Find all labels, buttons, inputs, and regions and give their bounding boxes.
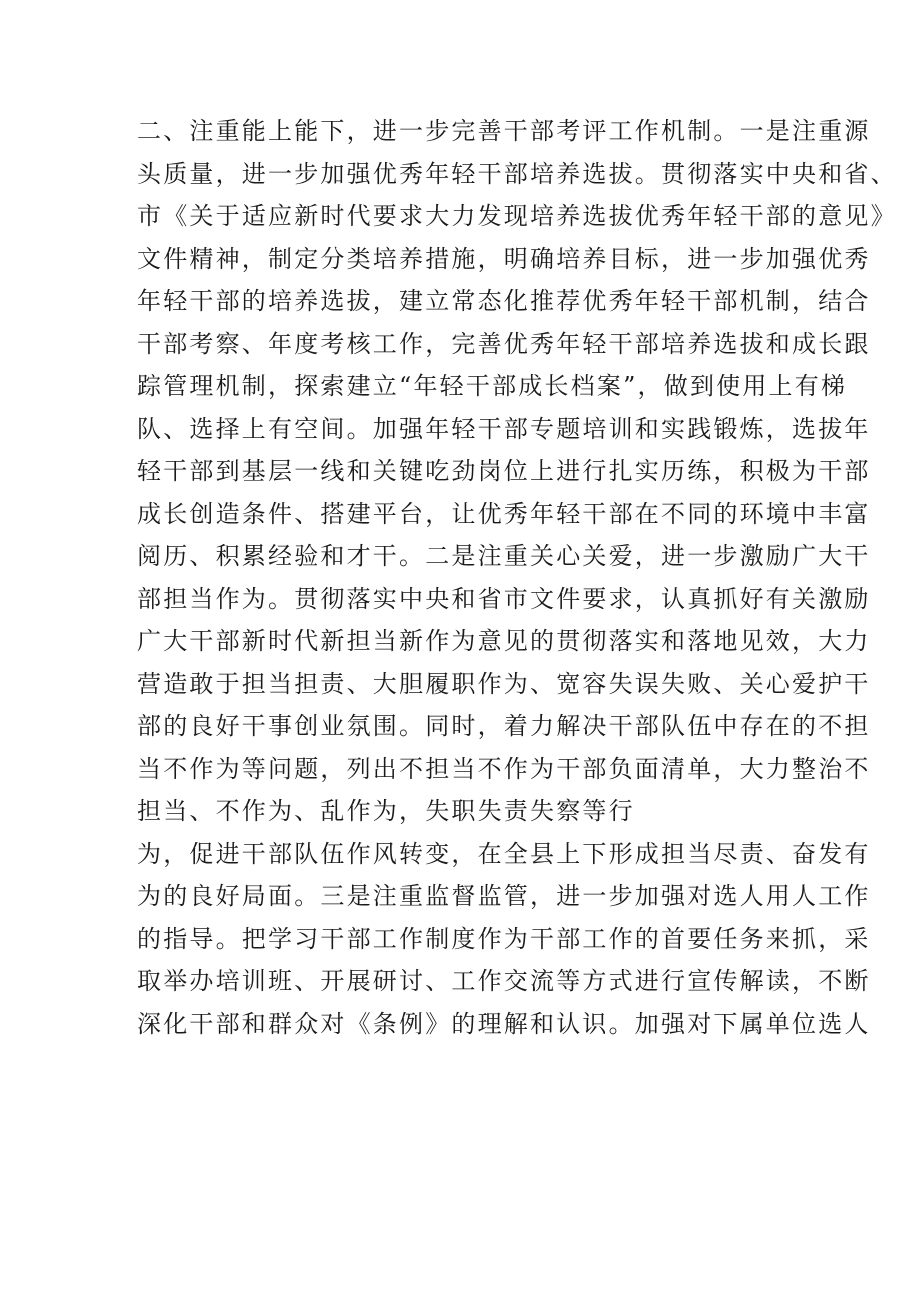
text-line: 深化干部和群众对《条例》的理解和认识。加强对下属单位选人 (137, 1009, 871, 1038)
text-line: 取举办培训班、开展研讨、工作交流等方式进行宣传解读，不断 (137, 967, 871, 995)
text-line: 踪管理机制，探索建立“年轻干部成长档案”，做到使用上有梯 (137, 372, 848, 400)
text-line: 二、注重能上能下，进一步完善干部考评工作机制。一是注重源 (137, 117, 871, 145)
text-line: 部的良好干事创业氛围。同时，着力解决干部队伍中存在的不担 (137, 712, 871, 740)
text-line: 的指导。把学习干部工作制度作为干部工作的首要任务来抓，采 (137, 924, 871, 953)
text-line: 头质量，进一步加强优秀年轻干部培养选拔。贯彻落实中央和省、 (137, 159, 897, 188)
text-line: 阅历、积累经验和才干。二是注重关心关爱，进一步激励广大干 (137, 542, 871, 570)
text-line: 年轻干部的培养选拔，建立常态化推荐优秀年轻干部机制，结合 (137, 287, 871, 315)
text-line: 部担当作为。贯彻落实中央和省市文件要求，认真抓好有关激励 (137, 584, 871, 613)
text-line: 市《关于适应新时代要求大力发现培养选拔优秀年轻干部的意见》 (137, 202, 897, 230)
text-line: 担当、不作为、乱作为，失职失责失察等行 (137, 797, 635, 825)
text-line: 广大干部新时代新担当新作为意见的贯彻落实和落地见效，大力 (137, 627, 871, 655)
text-line: 当不作为等问题，列出不担当不作为干部负面清单，大力整治不 (137, 754, 871, 783)
body-text (137, 110, 897, 1045)
text-line: 成长创造条件、搭建平台，让优秀年轻干部在不同的环境中丰富 (137, 499, 871, 528)
text-line: 为的良好局面。三是注重监督监管，进一步加强对选人用人工作 (137, 882, 871, 910)
text-line: 营造敢于担当担责、大胆履职作为、宽容失误失败、关心爱护干 (137, 669, 871, 698)
text-line: 队、选择上有空间。加强年轻干部专题培训和实践锻炼，选拔年 (137, 414, 871, 443)
text-line: 文件精神，制定分类培养措施，明确培养目标，进一步加强优秀 (137, 244, 871, 273)
text-line: 轻干部到基层一线和关键吃劲岗位上进行扎实历练，积极为干部 (137, 457, 871, 485)
text-line: 为，促进干部队伍作风转变，在全县上下形成担当尽责、奋发有 (137, 839, 871, 868)
text-line: 干部考察、年度考核工作，完善优秀年轻干部培养选拔和成长跟 (137, 329, 871, 358)
